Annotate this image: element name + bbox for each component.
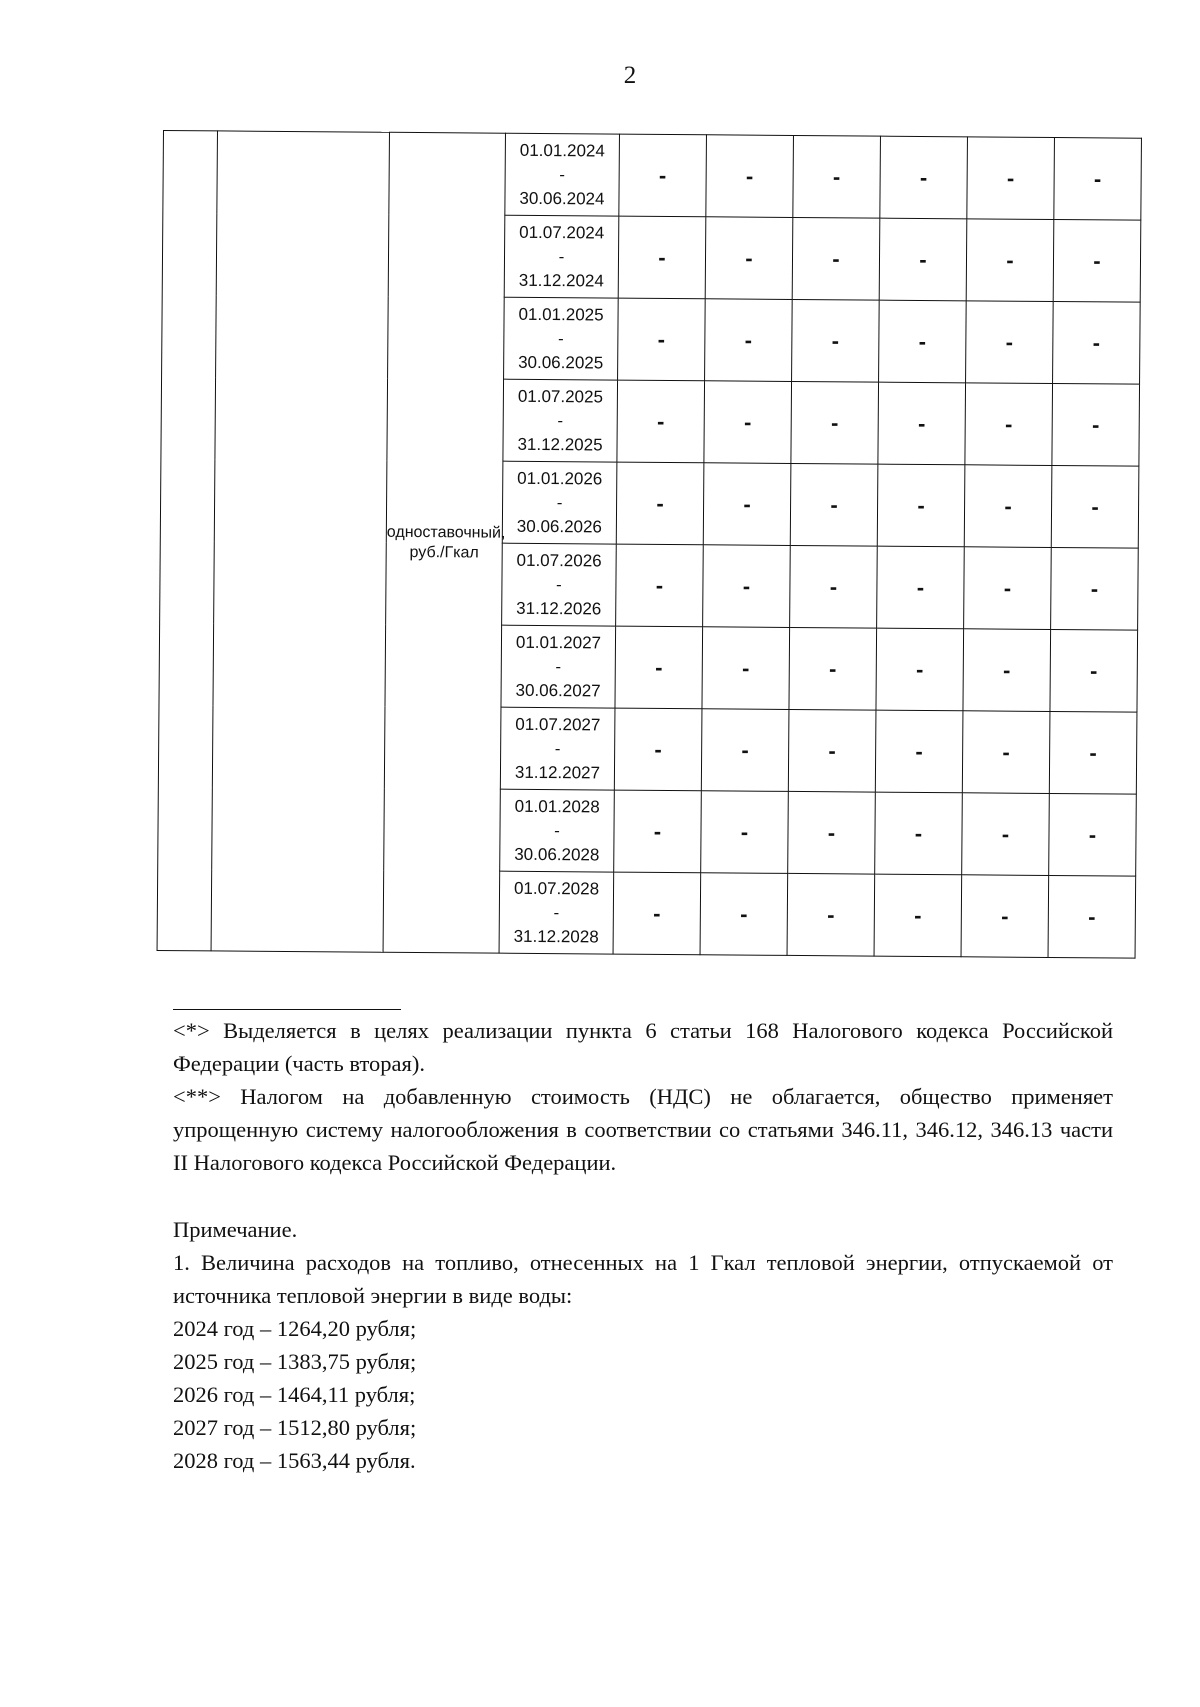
value-cell: - — [615, 626, 703, 709]
fuel-cost-2027: 2027 год – 1512,80 рубля; — [173, 1415, 417, 1440]
value-cell: - — [790, 545, 878, 628]
tariff-table — [157, 130, 1142, 959]
value-cell: - — [791, 381, 879, 464]
fuel-cost-list — [173, 1312, 1113, 1477]
value-cell: - — [703, 545, 791, 628]
value-cell: - — [1051, 465, 1139, 548]
value-cell: - — [706, 135, 794, 218]
period-end: 31.12.2027 — [514, 762, 601, 782]
page-number: 2 — [623, 62, 637, 89]
value-cell: - — [967, 137, 1055, 220]
name-cell — [211, 131, 389, 952]
value-cell: - — [876, 628, 964, 711]
period-start: 01.01.2025 — [518, 304, 604, 324]
note-heading: Примечание. — [173, 1217, 298, 1242]
period-cell — [502, 461, 617, 544]
value-cell: - — [701, 791, 789, 874]
period-start: 01.07.2027 — [515, 714, 601, 734]
period-cell — [500, 789, 615, 872]
period-sep: - — [556, 574, 562, 594]
fuel-cost-2026: 2026 год – 1464,11 рубля; — [173, 1382, 416, 1407]
period-cell — [504, 297, 619, 380]
value-cell: - — [705, 299, 793, 382]
value-cell: - — [614, 790, 702, 873]
value-cell: - — [701, 709, 789, 792]
value-cell: - — [1053, 219, 1141, 302]
period-start: 01.07.2028 — [513, 878, 600, 898]
value-cell: - — [1049, 793, 1137, 876]
period-start: 01.01.2024 — [519, 140, 605, 160]
value-cell: - — [878, 382, 966, 465]
value-cell: - — [966, 301, 1054, 384]
value-cell: - — [788, 791, 876, 874]
value-cell: - — [877, 546, 965, 629]
period-end: 31.12.2025 — [517, 434, 603, 454]
value-cell: - — [875, 792, 963, 875]
period-cell — [500, 707, 615, 790]
value-cell: - — [613, 872, 701, 955]
period-end: 30.06.2028 — [514, 844, 600, 864]
value-cell: - — [964, 547, 1052, 630]
value-cell: - — [792, 217, 880, 300]
table-row — [163, 131, 1142, 221]
period-sep: - — [554, 738, 561, 758]
value-cell: - — [792, 299, 880, 382]
value-cell: - — [1050, 629, 1138, 712]
value-cell: - — [705, 217, 793, 300]
value-cell: - — [618, 298, 706, 381]
value-cell: - — [793, 135, 881, 218]
fuel-cost-2028: 2028 год – 1563,44 рубля. — [173, 1448, 416, 1473]
note-item: 1. Величина расходов на топливо, отнесенных на 1 Гкал тепловой энергии, отпускаемой от источника тепловой энергии в виде воды: — [173, 1250, 1113, 1308]
period-start: 01.01.2028 — [514, 796, 600, 816]
number-cell — [157, 131, 217, 951]
value-cell: - — [880, 136, 968, 219]
period-end: 30.06.2027 — [515, 680, 601, 700]
value-cell: - — [1051, 547, 1139, 630]
footnote-1: <*> Выделяется в целях реализации пункта 6 статьи 168 Налогового кодекса Российской Федерации (часть вторая). — [173, 1018, 1113, 1076]
tariff-unit-cell: одноставочный, руб./Гкал — [383, 132, 505, 953]
period-cell — [504, 215, 619, 298]
period-sep: - — [554, 820, 560, 840]
period-sep: - — [553, 902, 560, 922]
value-cell: - — [964, 465, 1052, 548]
value-cell: - — [617, 380, 705, 463]
fuel-cost-2025: 2025 год – 1383,75 рубля; — [173, 1349, 417, 1374]
value-cell: - — [790, 463, 878, 546]
value-cell: - — [616, 462, 704, 545]
value-cell: - — [704, 381, 792, 464]
value-cell: - — [616, 544, 704, 627]
period-start: 01.01.2027 — [515, 632, 602, 652]
period-cell — [505, 133, 620, 216]
value-cell: - — [962, 793, 1050, 876]
value-cell: - — [1053, 301, 1141, 384]
period-cell — [499, 871, 614, 954]
period-sep: - — [558, 246, 565, 266]
value-cell: - — [879, 218, 967, 301]
period-start: 01.01.2026 — [517, 468, 603, 488]
period-end: 31.12.2024 — [518, 270, 604, 290]
value-cell: - — [965, 383, 1053, 466]
period-start: 01.07.2026 — [516, 550, 602, 570]
period-sep: - — [559, 164, 566, 184]
value-cell: - — [1049, 711, 1137, 794]
value-cell: - — [1048, 875, 1136, 958]
value-cell: - — [877, 464, 965, 547]
period-cell — [502, 543, 617, 626]
period-sep: - — [557, 410, 564, 430]
footnote-2: <**> Налогом на добавленную стоимость (НДС) не облагается, общество применяет упрощенную систему налогообложения в соответствии со статьями 346.11, 346.12, 346.13 части II Налогового кодекса Российской Федерации. — [173, 1084, 1113, 1175]
value-cell: - — [879, 300, 967, 383]
value-cell: - — [614, 708, 702, 791]
period-cell — [501, 625, 616, 708]
value-cell: - — [962, 711, 1050, 794]
value-cell: - — [619, 134, 707, 217]
value-cell: - — [703, 463, 791, 546]
fuel-cost-2024: 2024 год – 1264,20 рубля; — [173, 1316, 417, 1341]
value-cell: - — [963, 629, 1051, 712]
value-cell: - — [700, 873, 788, 956]
period-end: 30.06.2024 — [519, 188, 605, 208]
value-cell: - — [961, 875, 1049, 958]
value-cell: - — [702, 627, 790, 710]
value-cell: - — [789, 627, 877, 710]
period-end: 30.06.2025 — [518, 352, 604, 372]
value-cell: - — [966, 219, 1054, 302]
period-sep: - — [556, 492, 563, 512]
period-start: 01.07.2024 — [519, 222, 605, 242]
value-cell: - — [618, 216, 706, 299]
value-cell: - — [787, 873, 875, 956]
value-cell: - — [1054, 138, 1142, 221]
period-end: 30.06.2026 — [516, 516, 603, 536]
period-end: 31.12.2026 — [516, 598, 602, 618]
value-cell: - — [1052, 383, 1140, 466]
value-cell: - — [788, 709, 876, 792]
period-sep: - — [555, 656, 562, 676]
value-cell: - — [874, 874, 962, 957]
footnote-divider — [173, 1009, 401, 1010]
period-cell — [503, 379, 618, 462]
period-end: 31.12.2028 — [513, 926, 599, 946]
period-sep: - — [557, 328, 564, 348]
value-cell: - — [875, 710, 963, 793]
period-start: 01.07.2025 — [517, 386, 604, 406]
